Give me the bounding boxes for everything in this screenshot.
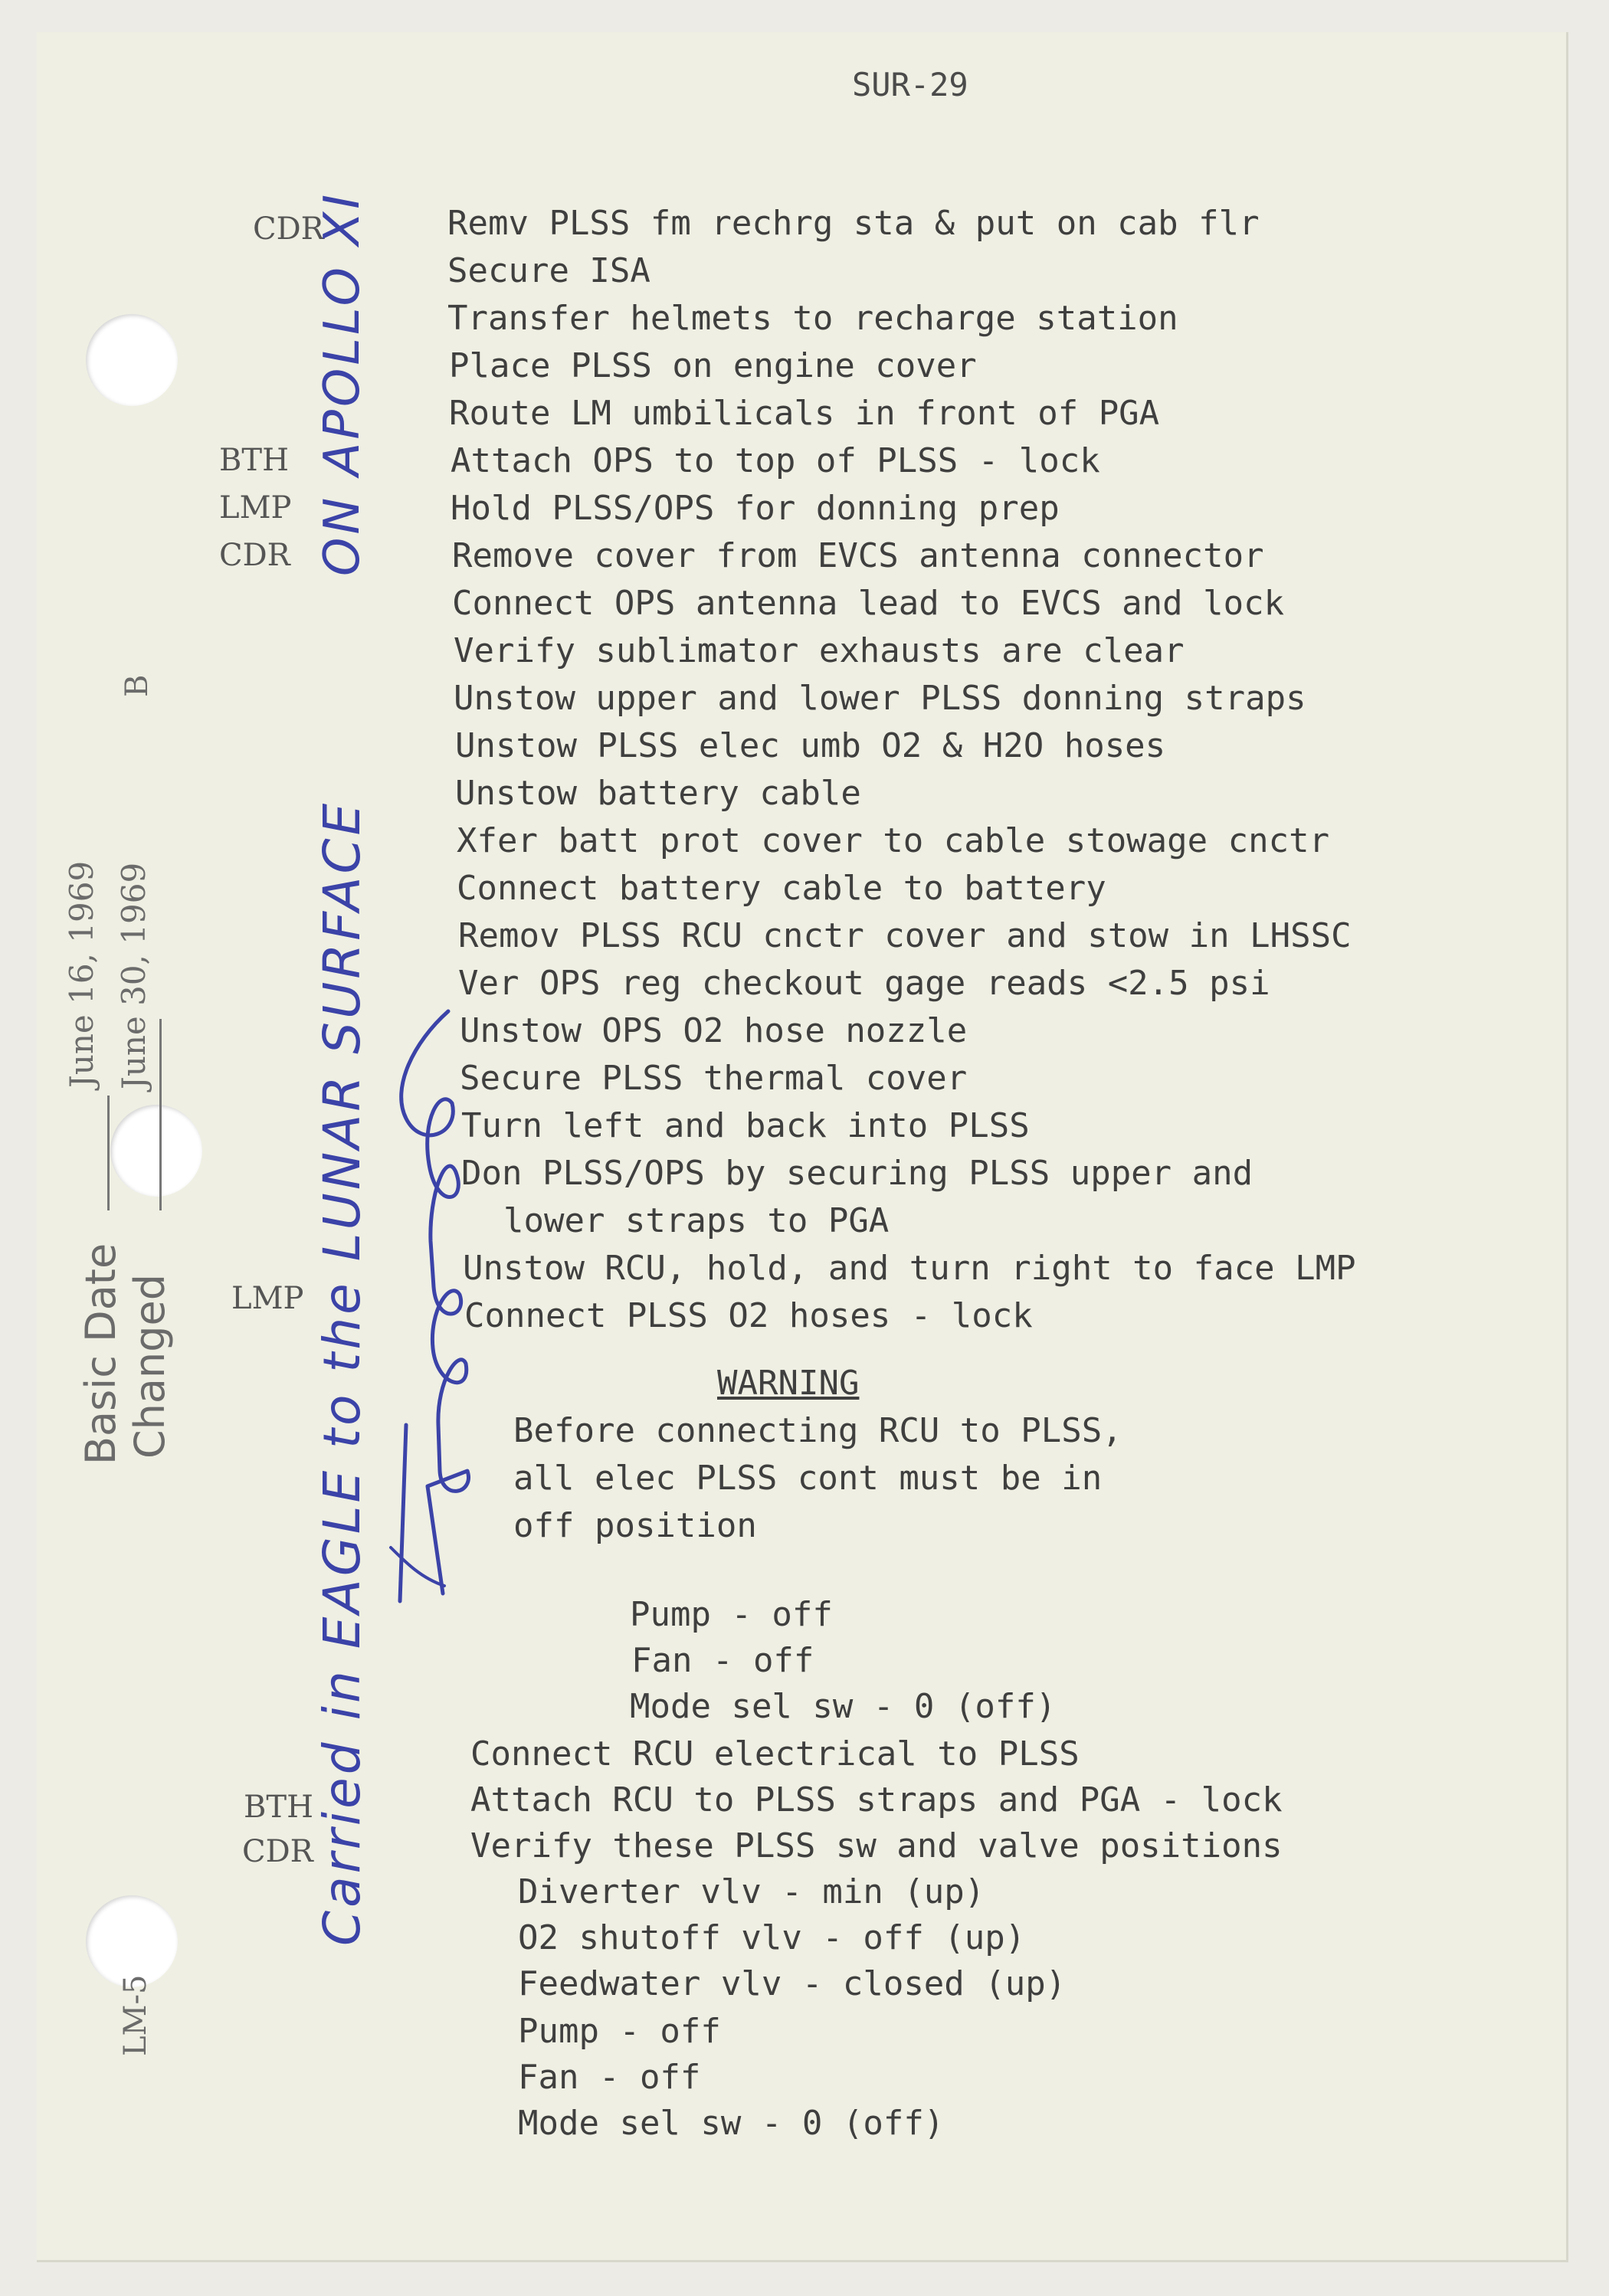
checklist-step: Attach OPS to top of PLSS - lock	[451, 441, 1100, 480]
page-number: SUR-29	[852, 66, 968, 103]
basic-date-underline	[107, 1096, 110, 1210]
valve-position: O2 shutoff vlv - off (up)	[518, 1918, 1026, 1957]
checklist-step: Don PLSS/OPS by securing PLSS upper and	[461, 1154, 1253, 1193]
role-label: BTH	[219, 443, 289, 478]
checklist-step: Unstow battery cable	[455, 774, 861, 813]
warning-setting: Pump - off	[630, 1595, 833, 1634]
valve-position: Pump - off	[518, 2012, 721, 2051]
valve-position: Feedwater vlv - closed (up)	[518, 1964, 1067, 2003]
valve-position: Fan - off	[518, 2058, 701, 2097]
checklist-step: Unstow PLSS elec umb O2 & H2O hoses	[455, 726, 1166, 765]
checklist-step: Turn left and back into PLSS	[461, 1106, 1030, 1145]
signature-drawing	[360, 996, 483, 1609]
warning-line: Before connecting RCU to PLSS,	[513, 1411, 1122, 1450]
valve-position: Diverter vlv - min (up)	[518, 1872, 985, 1911]
checklist-step: Verify sublimator exhausts are clear	[454, 631, 1185, 670]
checklist-step: Ver OPS reg checkout gage reads <2.5 psi	[458, 964, 1270, 1003]
checklist-step: Unstow OPS O2 hose nozzle	[460, 1011, 968, 1050]
role-label: CDR	[242, 1834, 313, 1869]
checklist-step: Connect battery cable to battery	[457, 869, 1106, 908]
handwritten-inscription: Carried in EAGLE to the LUNAR SURFACE	[313, 800, 372, 1946]
basic-date-value: June 16, 1969	[63, 860, 100, 1088]
checklist-step: Unstow RCU, hold, and turn right to face LMP	[463, 1249, 1356, 1288]
binder-hole-middle	[110, 1105, 202, 1197]
checklist-step: Connect RCU electrical to PLSS	[470, 1734, 1080, 1774]
checklist-step: Xfer batt prot cover to cable stowage cnctr	[457, 821, 1330, 860]
checklist-step: Attach RCU to PLSS straps and PGA - lock	[470, 1780, 1283, 1819]
valve-position: Mode sel sw - 0 (off)	[518, 2104, 945, 2143]
checklist-step: Place PLSS on engine cover	[449, 346, 977, 385]
binder-hole-bottom	[86, 1895, 178, 1987]
basic-date-label: Basic Date	[77, 1243, 125, 1465]
warning-setting: Mode sel sw - 0 (off)	[630, 1687, 1057, 1726]
warning-title: WARNING	[717, 1364, 860, 1403]
checklist-step: Verify these PLSS sw and valve positions	[470, 1826, 1283, 1865]
warning-setting: Fan - off	[631, 1641, 814, 1680]
role-label: CDR	[253, 211, 324, 247]
checklist-step: Remove cover from EVCS antenna connector	[452, 536, 1264, 575]
revision-letter: B	[120, 674, 155, 697]
changed-date-value: June 30, 1969	[115, 862, 152, 1089]
checklist-step: Route LM umbilicals in front of PGA	[449, 394, 1160, 433]
checklist-step: Transfer helmets to recharge station	[447, 299, 1178, 338]
checklist-step: Remov PLSS RCU cnctr cover and stow in LHSSC	[458, 916, 1352, 955]
changed-label: Changed	[126, 1273, 174, 1459]
checklist-step: Connect OPS antenna lead to EVCS and lock	[452, 584, 1285, 623]
binder-hole-top	[86, 314, 178, 406]
checklist-step: Remv PLSS fm rechrg sta & put on cab flr	[447, 204, 1260, 243]
role-label: BTH	[244, 1790, 313, 1825]
checklist-step: Hold PLSS/OPS for donning prep	[451, 489, 1060, 528]
warning-line: off position	[513, 1506, 757, 1545]
changed-date-underline	[159, 1019, 162, 1210]
checklist-step: Unstow upper and lower PLSS donning straps	[454, 679, 1306, 718]
role-label: LMP	[231, 1281, 304, 1316]
checklist-step: Connect PLSS O2 hoses - lock	[464, 1296, 1033, 1335]
checklist-step: Secure ISA	[447, 251, 650, 290]
checklist-step: lower straps to PGA	[463, 1201, 890, 1240]
document-id: LM-5	[118, 1974, 153, 2056]
role-label: CDR	[219, 538, 290, 573]
role-label: LMP	[219, 490, 292, 526]
warning-line: all elec PLSS cont must be in	[513, 1459, 1103, 1498]
checklist-step: Secure PLSS thermal cover	[460, 1059, 968, 1098]
handwritten-inscription-2: ON APOLLO XI	[314, 191, 371, 576]
